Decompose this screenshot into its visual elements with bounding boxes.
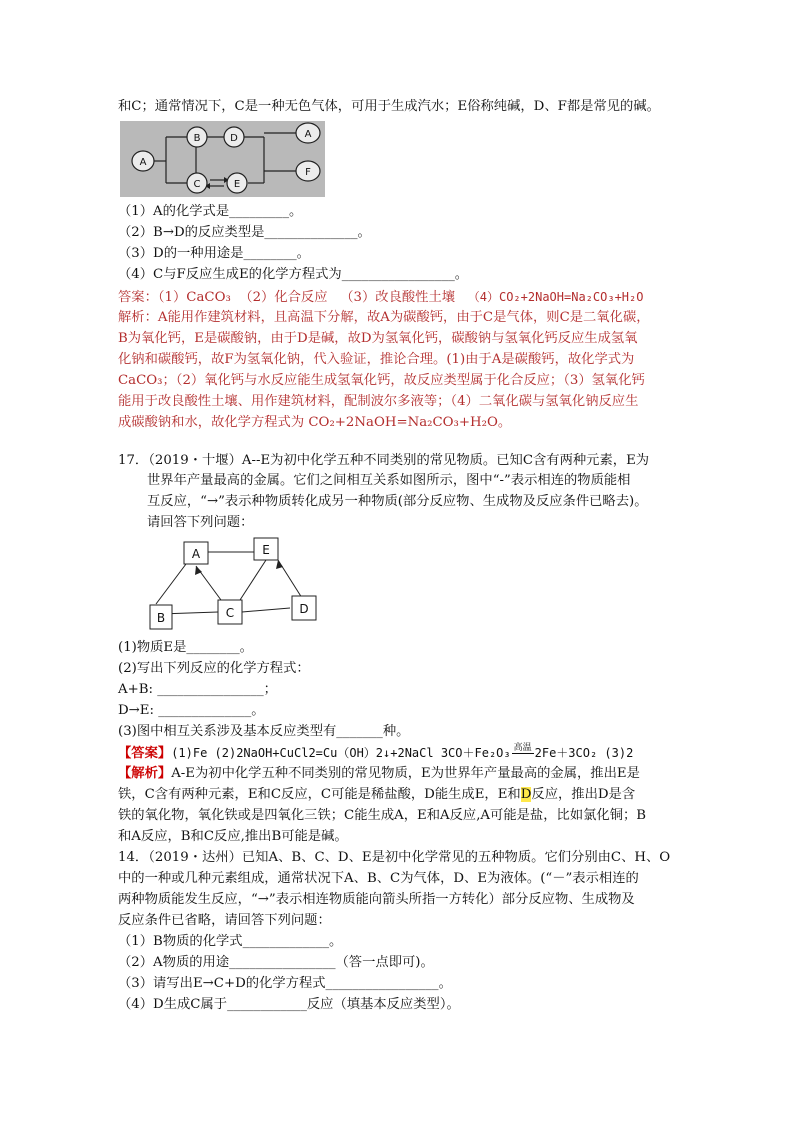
q14-stem-2: 中的一种或几种元素组成，通常状况下A、B、C为气体，D、E为液体。(“－”表示相连的: [118, 871, 639, 886]
node-b: B: [193, 133, 201, 144]
q17-stem-4: 请回答下列问题：: [147, 515, 254, 530]
p1-question-3: （3）D的一种用途是________。: [118, 246, 310, 261]
q17-answer-tag: 【答案】: [118, 746, 172, 761]
q14-sub-3: （3）请写出E→C+D的化学方程式_________________。: [118, 976, 452, 991]
node-e: E: [233, 179, 241, 190]
p1-question-4: （4）C与F反应生成E的化学方程式为_________________。: [118, 267, 469, 282]
q17-node-e: E: [262, 543, 270, 557]
node-c: C: [193, 179, 201, 190]
q14-stem-1: 14．（2019・达州）已知A、B、C、D、E是初中化学常见的五种物质。它们分别由C、H、O: [118, 850, 671, 865]
q17-answer-text: (1)Fe (2)2NaOH+CuCl2=Cu（OH）2↓+2NaCl 3CO＋Fe₂O₃: [171, 746, 511, 760]
p1-explanation-1: 解析：A能用作建筑材料，且高温下分解，故A为碳酸钙，由于C是气体，则C是二氧化碳，: [118, 310, 650, 325]
reaction-diagram-photo: [120, 121, 325, 197]
q17-explanation-3: 铁的氧化物，氧化铁或是四氧化三铁；C能生成A，E和A反应,A可能是盐，比如氯化铜；B: [118, 808, 647, 823]
answer-label: 答案：: [118, 290, 158, 305]
q17-explanation-2: 铁，C含有两种元素，E和C反应，C可能是稀盐酸，D能生成E，E和: [118, 787, 521, 802]
q17-sub-2: (2)写出下列反应的化学方程式：: [118, 661, 310, 676]
p1-explanation-3: 化钠和碳酸钙，故F为氢氧化钠，代入验证，推论合理。(1)由于A是碳酸钙，故化学式为: [118, 352, 635, 367]
answer-4: （4）CO₂+2NaOH=Na₂CO₃+H₂O: [467, 290, 644, 304]
q17-highlight-d: D: [520, 787, 532, 802]
q17-node-c: C: [225, 606, 235, 620]
q17-explanation-4: 和A反应，B和C反应,推出B可能是碱。: [118, 829, 348, 844]
q17-explanation-2b: 反应，推出D是含: [531, 787, 636, 802]
q14-sub-2: （2）A物质的用途________________（答一点即可)。: [118, 955, 434, 970]
q17-stem-3: 互反应，“→”表示种物质转化成另一种物质(部分反应物、生成物及反应条件已略去)。: [147, 494, 648, 509]
q17-sub-3: (3)图中相互关系涉及基本反应类型有_______种。: [118, 724, 410, 739]
q14-stem-3: 两种物质能发生反应，“→”表示相连物质能向箭头所指一方转化）部分反应物、生成物及: [118, 892, 635, 907]
p1-explanation-6: 成碳酸钠和水，故化学方程式为 CO₂+2NaOH=Na₂CO₃+H₂O。: [118, 415, 512, 430]
answer-1: （1）CaCO₃: [157, 290, 231, 305]
q17-answer-condition: 高温: [513, 743, 532, 753]
answer-2: （2）化合反应: [239, 290, 328, 305]
p1-question-2: （2）B→D的反应类型是______________。: [118, 225, 371, 240]
q17-relationship-diagram: [118, 530, 338, 640]
q14-sub-1: （1）B物质的化学式_____________。: [118, 934, 343, 949]
q17-node-b: B: [156, 611, 166, 625]
q17-sub-2b: D→E: ______________。: [118, 703, 265, 718]
p1-explanation-2: B为氧化钙，E是碳酸钠，由于D是碱，故D为氢氧化钙，碳酸钠与氢氧化钙反应生成氢氧: [118, 331, 638, 346]
q17-node-a: A: [191, 547, 201, 561]
q17-answer-line: [118, 744, 633, 763]
p1-explanation-4: CaCO₃；（2）氧化钙与水反应能生成氢氧化钙，故反应类型属于化合反应；（3）氢氧化钙: [118, 373, 645, 388]
q17-stem-2: 世界年产量最高的金属。它们之间相互关系如图所示，图中“-”表示相连的物质能相: [147, 473, 631, 488]
q17-explanation-line-1: [118, 765, 640, 783]
q17-answer-text-2: 2Fe＋3CO₂ (3)2: [534, 746, 634, 760]
q17-stem-1: 17．（2019・十堰）A--E为初中化学五种不同类别的常见物质。已知C含有两种元素，E为: [118, 453, 650, 468]
node-d: D: [230, 133, 238, 144]
q14-stem-4: 反应条件已省略，请回答下列问题：: [118, 913, 331, 928]
q17-sub-2a: A+B: ________________；: [118, 682, 277, 697]
node-a2: A: [304, 129, 312, 140]
node-a: A: [139, 157, 147, 168]
p1-question-1: （1）A的化学式是_________。: [118, 204, 303, 219]
q14-sub-4: （4）D生成C属于____________反应（填基本反应类型）。: [118, 997, 460, 1012]
q17-explanation-tag: 【解析】: [118, 766, 172, 781]
answer-3: （3）改良酸性土壤: [340, 290, 456, 305]
q17-explanation-line-2: [118, 786, 635, 804]
p1-answer-line: [118, 288, 643, 307]
q17-node-d: D: [299, 602, 309, 616]
node-f: F: [305, 167, 311, 178]
q17-explanation-1: A-E为初中化学五种不同类别的常见物质，E为世界年产量最高的金属，推出E是: [171, 766, 640, 781]
intro-text: 和C；通常情况下，C是一种无色气体，可用于生成汽水；E俗称纯碱，D、F都是常见的碱。: [118, 99, 660, 114]
p1-explanation-5: 能用于改良酸性土壤、用作建筑材料，配制波尔多液等；（4）二氧化碳与氢氧化钠反应生: [118, 394, 639, 409]
q17-sub-1: (1)物质E是________。: [118, 640, 253, 655]
